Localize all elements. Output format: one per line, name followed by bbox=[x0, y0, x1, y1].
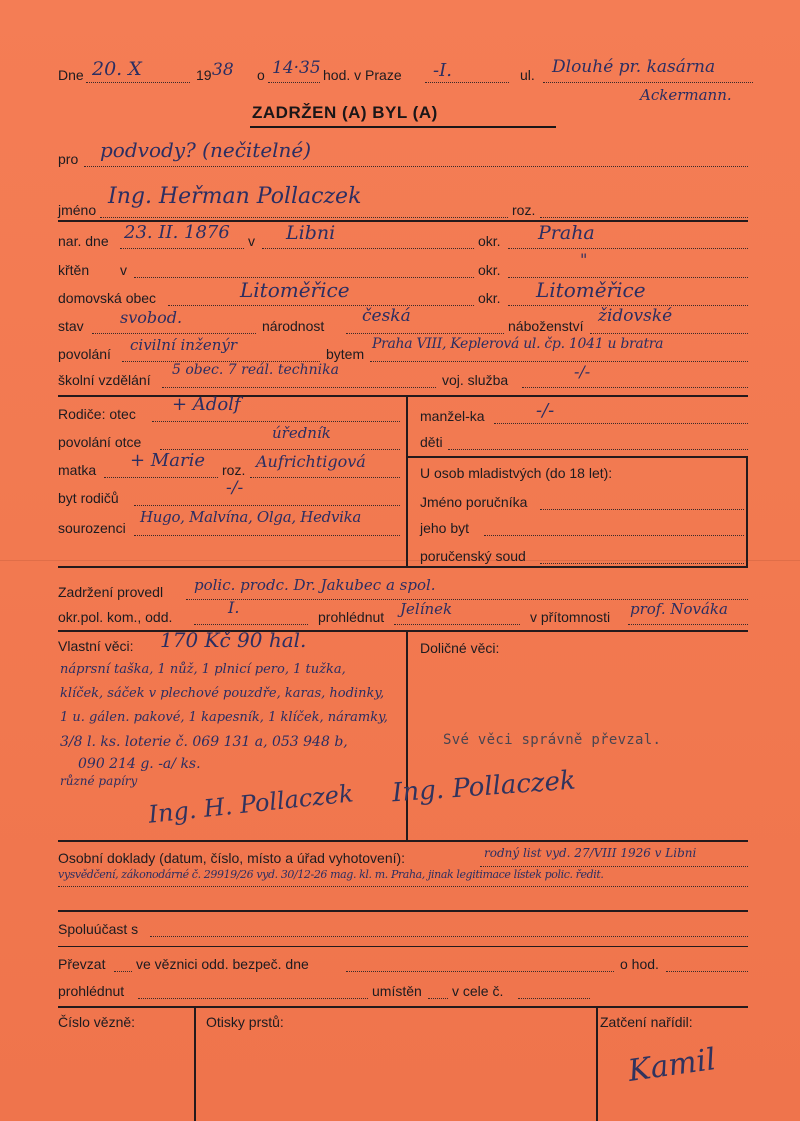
belongings-line-4: 3/8 l. ks. loterie č. 069 131 a, 053 948 b, bbox=[60, 734, 348, 750]
mother-maiden-value: Aufrichtigová bbox=[256, 452, 366, 471]
bottom-divider-1 bbox=[194, 1008, 196, 1121]
evidence-label: Doličné věci: bbox=[420, 640, 500, 656]
home-municipality-value: Litoměřice bbox=[240, 278, 350, 302]
father-line bbox=[152, 421, 400, 422]
military-label: voj. služba bbox=[442, 372, 509, 388]
home-district-value: Litoměřice bbox=[536, 278, 646, 302]
parents-residence-label: byt rodičů bbox=[58, 490, 119, 506]
children-label: děti bbox=[420, 434, 443, 450]
birth-date-value: 23. II. 1876 bbox=[124, 222, 230, 243]
inspected-line bbox=[138, 998, 368, 999]
searched-by-label: prohlédnut bbox=[318, 609, 385, 625]
occupation-value: civilní inženýr bbox=[130, 336, 238, 354]
searched-by-line bbox=[394, 624, 520, 625]
paper-fold bbox=[0, 560, 800, 561]
parents-residence-value: -/- bbox=[226, 478, 244, 498]
documents-line-2 bbox=[58, 886, 748, 887]
guardianship-court-label: poručenský soud bbox=[420, 548, 526, 564]
father-label: Rodiče: otec bbox=[58, 406, 136, 422]
guardian-residence-line bbox=[484, 535, 744, 536]
time-label: o bbox=[257, 67, 265, 83]
marital-status-value: svobod. bbox=[120, 308, 183, 327]
documents-line-1 bbox=[480, 866, 748, 867]
searched-by-value: Jelínek bbox=[400, 600, 453, 618]
arrest-ordered-by-label: Zatčení nařídil: bbox=[600, 1014, 693, 1030]
divider-bottom bbox=[58, 1006, 748, 1008]
arrested-by-label: Zadržení provedl bbox=[58, 584, 164, 600]
own-belongings-label: Vlastní věci: bbox=[58, 638, 134, 654]
form-title: ZADRŽEN (A) BYL (A) bbox=[252, 103, 438, 122]
prisoner-number-label: Číslo vězně: bbox=[58, 1014, 136, 1030]
nationality-line bbox=[346, 333, 504, 334]
name-label: jméno bbox=[58, 202, 97, 218]
baptised-district-value: " bbox=[580, 250, 588, 269]
baptised-label: křtěn bbox=[58, 262, 90, 278]
date-label: Dne bbox=[58, 67, 84, 83]
police-station-value: I. bbox=[228, 598, 240, 617]
occupation-label: povolání bbox=[58, 346, 111, 362]
birth-date-label: nar. dne bbox=[58, 233, 109, 249]
religion-line bbox=[590, 333, 748, 334]
returned-stamp: Své věci správně převzal. bbox=[443, 732, 662, 748]
mother-label: matka bbox=[58, 462, 97, 478]
parents-vertical-divider bbox=[406, 397, 408, 567]
nationality-label: národnost bbox=[262, 318, 325, 334]
placed-line bbox=[428, 998, 448, 999]
inspected-label: prohlédnut bbox=[58, 983, 125, 999]
father-value: + Adolf bbox=[172, 394, 241, 415]
pro-line bbox=[84, 166, 748, 167]
mother-line bbox=[104, 477, 218, 478]
placed-label: umístěn bbox=[372, 983, 422, 999]
signature-prisoner-1: Ing. H. Pollaczek bbox=[147, 779, 355, 829]
street-value-1: Dlouhé pr. kasárna bbox=[552, 57, 716, 77]
spouse-line bbox=[494, 423, 748, 424]
documents-value-2: vysvědčení, zákonodárné č. 29919/26 vyd. 30/12-26 mag. kl. m. Praha, jinak legitimace lístek polic. ředit. bbox=[58, 868, 604, 881]
pro-label: pro bbox=[58, 151, 79, 167]
time-value: 14·35 bbox=[272, 58, 321, 78]
birth-district-value: Praha bbox=[538, 222, 595, 244]
name-value: Ing. Heřman Pollaczek bbox=[108, 184, 362, 209]
divider-documents bbox=[58, 910, 748, 912]
presence-value: prof. Nováka bbox=[630, 600, 728, 618]
prison-hour-label: o hod. bbox=[620, 956, 659, 972]
signature-prisoner-2: Ing. Pollaczek bbox=[391, 765, 577, 809]
year-prefix: 19 bbox=[196, 67, 212, 83]
birth-place-value: Libni bbox=[286, 222, 336, 244]
baptised-district-label: okr. bbox=[478, 262, 501, 278]
birth-district-label: okr. bbox=[478, 233, 501, 249]
accomplice-label: Spoluúčast s bbox=[58, 921, 139, 937]
marital-status-line bbox=[92, 333, 256, 334]
name-line bbox=[100, 217, 508, 218]
home-municipality-line bbox=[168, 305, 474, 306]
divider-accomplice bbox=[58, 946, 748, 947]
education-value: 5 obec. 7 reál. technika bbox=[172, 362, 339, 378]
military-value: -/- bbox=[574, 362, 591, 381]
divider-minors bbox=[408, 456, 748, 458]
cell-line bbox=[518, 998, 590, 999]
divider-parents bbox=[58, 566, 748, 568]
date-line bbox=[86, 82, 190, 83]
guardian-residence-label: jeho byt bbox=[420, 520, 470, 536]
marital-status-label: stav bbox=[58, 318, 84, 334]
divider-personal bbox=[58, 395, 748, 397]
accomplice-line bbox=[150, 936, 748, 937]
hour-city-label: hod. v Praze bbox=[323, 67, 402, 83]
arrested-by-value: polic. prodc. Dr. Jakubec a spol. bbox=[194, 576, 436, 594]
born-name-line bbox=[540, 217, 748, 218]
father-occupation-label: povolání otce bbox=[58, 434, 142, 450]
home-municipality-label: domovská obec bbox=[58, 290, 157, 306]
guardianship-court-line bbox=[540, 563, 744, 564]
time-line bbox=[268, 82, 320, 83]
birth-place-line bbox=[262, 248, 474, 249]
baptised-place-label: v bbox=[120, 262, 127, 278]
title-underline bbox=[250, 126, 556, 128]
home-district-label: okr. bbox=[478, 290, 501, 306]
education-label: školní vzdělání bbox=[58, 372, 151, 388]
parents-residence-line bbox=[134, 505, 400, 506]
belongings-line-2: klíček, sáček v plechové pouzdře, karas, hodinky, bbox=[60, 686, 385, 701]
district-line bbox=[425, 82, 509, 83]
birth-date-line bbox=[120, 248, 244, 249]
guardian-name-line bbox=[540, 509, 744, 510]
cell-label: v cele č. bbox=[452, 983, 504, 999]
ordering-officer-signature: Kamil bbox=[625, 1042, 718, 1089]
pro-value: podvody? (nečitelné) bbox=[100, 138, 312, 162]
minors-heading: U osob mladistvých (do 18 let): bbox=[420, 465, 613, 481]
religion-value: židovské bbox=[598, 306, 673, 326]
presence-label: v přítomnosti bbox=[530, 609, 611, 625]
street-label: ul. bbox=[520, 67, 535, 83]
education-line bbox=[162, 387, 436, 388]
minors-right-border bbox=[746, 456, 748, 566]
birth-place-label: v bbox=[248, 233, 255, 249]
street-line bbox=[543, 82, 753, 83]
cash-amount: 170 Kč 90 hal. bbox=[160, 628, 307, 652]
date-value: 20. X bbox=[92, 58, 142, 80]
siblings-label: sourozenci bbox=[58, 520, 126, 536]
documents-label: Osobní doklady (datum, číslo, místo a úřad vyhotovení): bbox=[58, 850, 406, 866]
received-line bbox=[114, 971, 132, 972]
street-value-2: Ackermann. bbox=[640, 86, 732, 104]
religion-label: náboženství bbox=[508, 318, 584, 334]
presence-line bbox=[628, 624, 748, 625]
belongings-line-3: 1 u. gálen. pakové, 1 kapesník, 1 klíček, náramky, bbox=[60, 710, 388, 725]
prison-date-line bbox=[346, 971, 614, 972]
children-line bbox=[448, 449, 748, 450]
police-station-label: okr.pol. kom., odd. bbox=[58, 609, 173, 625]
father-occupation-value: úředník bbox=[272, 424, 331, 442]
year-value: 38 bbox=[212, 60, 234, 80]
police-station-line bbox=[194, 624, 308, 625]
siblings-value: Hugo, Malvína, Olga, Hedvika bbox=[140, 508, 362, 526]
belongings-vertical-divider bbox=[406, 632, 408, 840]
documents-value-1: rodný list vyd. 27/VIII 1926 v Libni bbox=[484, 846, 697, 860]
district-value: -I. bbox=[433, 60, 452, 81]
bottom-divider-2 bbox=[596, 1008, 598, 1121]
born-name-label: roz. bbox=[512, 202, 536, 218]
mother-maiden-line bbox=[250, 477, 400, 478]
received-label: Převzat bbox=[58, 956, 106, 972]
prison-date-label: ve věznici odd. bezpeč. dne bbox=[136, 956, 309, 972]
belongings-line-5: 090 214 g. -a/ ks. bbox=[78, 756, 201, 772]
belongings-line-1: náprsní taška, 1 nůž, 1 plnicí pero, 1 tužka, bbox=[60, 662, 346, 677]
mother-maiden-label: roz. bbox=[222, 462, 246, 478]
nationality-value: česká bbox=[362, 306, 411, 326]
residence-line bbox=[370, 361, 748, 362]
residence-value: Praha VIII, Keplerová ul. čp. 1041 u bratra bbox=[372, 336, 664, 352]
military-line bbox=[522, 387, 748, 388]
spouse-value: -/- bbox=[536, 400, 555, 421]
mother-value: + Marie bbox=[130, 450, 205, 471]
fingerprints-label: Otisky prstů: bbox=[206, 1014, 284, 1030]
siblings-line bbox=[134, 535, 400, 536]
guardian-name-label: Jméno poručníka bbox=[420, 494, 528, 510]
divider-belongings bbox=[58, 840, 748, 842]
belongings-line-6: různé papíry bbox=[60, 774, 138, 788]
residence-label: bytem bbox=[326, 346, 365, 362]
birth-district-line bbox=[508, 248, 748, 249]
spouse-label: manžel-ka bbox=[420, 408, 485, 424]
prison-hour-line bbox=[666, 971, 748, 972]
